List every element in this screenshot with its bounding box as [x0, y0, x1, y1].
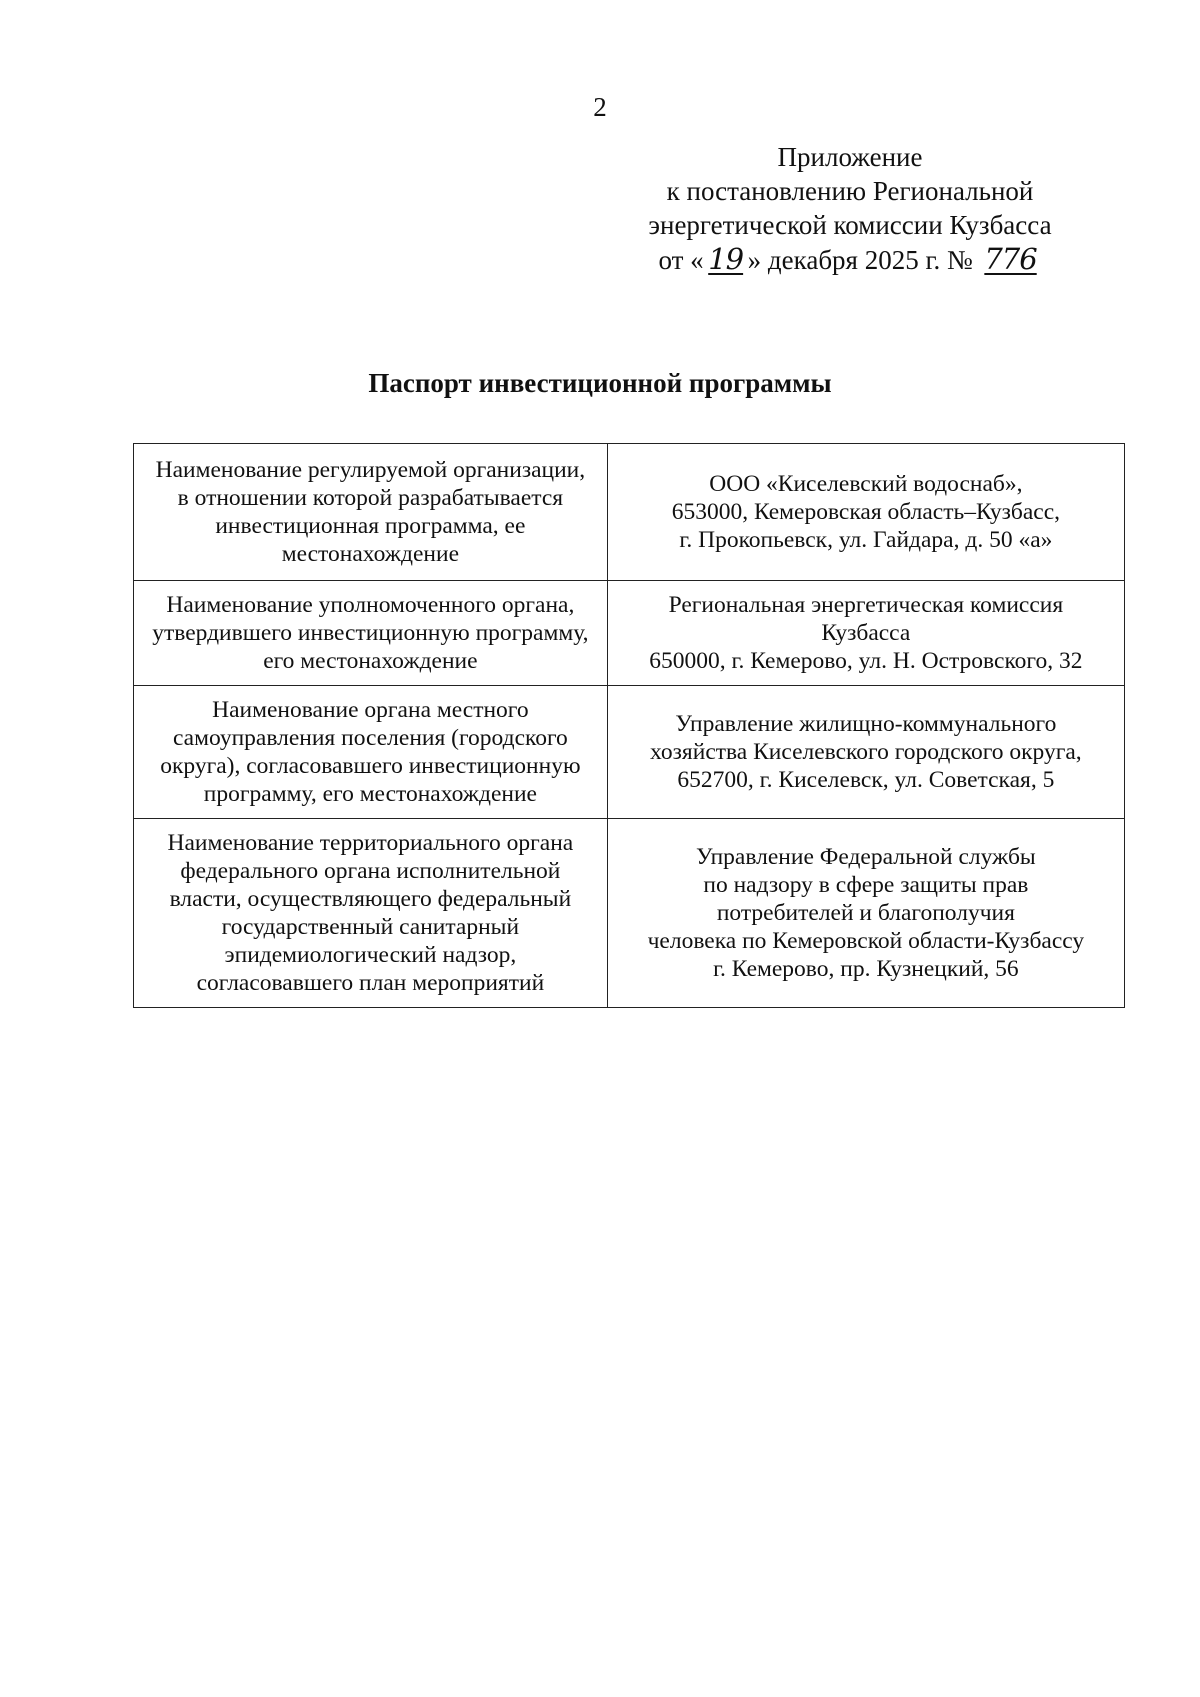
appendix-line-3: энергетической комиссии Кузбасса — [648, 210, 1052, 240]
cell-line: в отношении которой разрабатывается — [177, 485, 564, 511]
row-value-cell — [607, 819, 1124, 1008]
cell-line: ООО «Киселевский водоснаб», — [709, 471, 1023, 497]
cell-line: Наименование территориального органа — [167, 830, 574, 856]
row-value-cell — [607, 686, 1124, 819]
cell-line: Наименование регулируемой организации, — [155, 457, 586, 483]
table-row — [134, 444, 1125, 581]
table-row — [134, 581, 1125, 686]
cell-line: Управление Федеральной службы — [696, 844, 1036, 870]
cell-line: Управление жилищно-коммунального — [675, 711, 1057, 737]
row-label-cell — [134, 819, 608, 1008]
cell-line: человека по Кемеровской области-Кузбассу — [647, 928, 1085, 954]
cell-line: инвестиционная программа, ее — [215, 513, 526, 539]
cell-line: 652700, г. Киселевск, ул. Советская, 5 — [677, 767, 1055, 793]
document-title: Паспорт инвестиционной программы — [368, 368, 832, 398]
cell-line: 650000, г. Кемерово, ул. Н. Островского, 32 — [649, 648, 1083, 674]
cell-line: программу, его местонахождение — [203, 781, 537, 807]
cell-line: Наименование органа местного — [212, 697, 529, 723]
cell-line: Региональная энергетическая комиссия — [668, 592, 1064, 618]
handwritten-number: 776 — [984, 242, 1037, 276]
cell-line: округа), согласовавшего инвестиционную — [160, 753, 581, 779]
cell-line: местонахождение — [281, 541, 459, 567]
cell-line: г. Прокопьевск, ул. Гайдара, д. 50 «а» — [679, 527, 1053, 553]
cell-line: его местонахождение — [263, 648, 478, 674]
table-row — [134, 686, 1125, 819]
cell-line: потребителей и благополучия — [716, 900, 1015, 926]
appendix-header — [630, 140, 1070, 277]
row-label-cell — [134, 444, 608, 581]
cell-line: самоуправления поселения (городского — [172, 725, 568, 751]
appendix-title: Приложение — [777, 142, 923, 172]
row-value-cell — [607, 444, 1124, 581]
passport-table — [133, 443, 1125, 1008]
row-label-cell — [134, 581, 608, 686]
cell-line: хозяйства Киселевского городского округа, — [650, 739, 1082, 765]
table-row — [134, 819, 1125, 1008]
cell-line: Наименование уполномоченного органа, — [166, 592, 575, 618]
row-label-cell — [134, 686, 608, 819]
cell-line: согласовавшего план мероприятий — [196, 970, 545, 996]
cell-line: 653000, Кемеровская область–Кузбасс, — [671, 499, 1061, 525]
date-middle: » декабря 2025 г. № — [747, 245, 973, 275]
appendix-date-line — [630, 242, 1070, 277]
appendix-line-2: к постановлению Региональной — [666, 176, 1034, 206]
handwritten-day: 19 — [708, 242, 744, 276]
cell-line: государственный санитарный — [221, 914, 520, 940]
cell-line: федерального органа исполнительной — [180, 858, 561, 884]
cell-line: эпидемиологический надзор, — [224, 942, 517, 968]
cell-line: власти, осуществляющего федеральный — [169, 886, 572, 912]
cell-line: утвердившего инвестиционную программу, — [152, 620, 589, 646]
cell-line: г. Кемерово, пр. Кузнецкий, 56 — [713, 956, 1019, 982]
page-number: 2 — [593, 92, 607, 122]
cell-line: Кузбасса — [821, 620, 911, 646]
cell-line: по надзору в сфере защиты прав — [703, 872, 1029, 898]
date-prefix: от « — [658, 245, 704, 275]
row-value-cell — [607, 581, 1124, 686]
